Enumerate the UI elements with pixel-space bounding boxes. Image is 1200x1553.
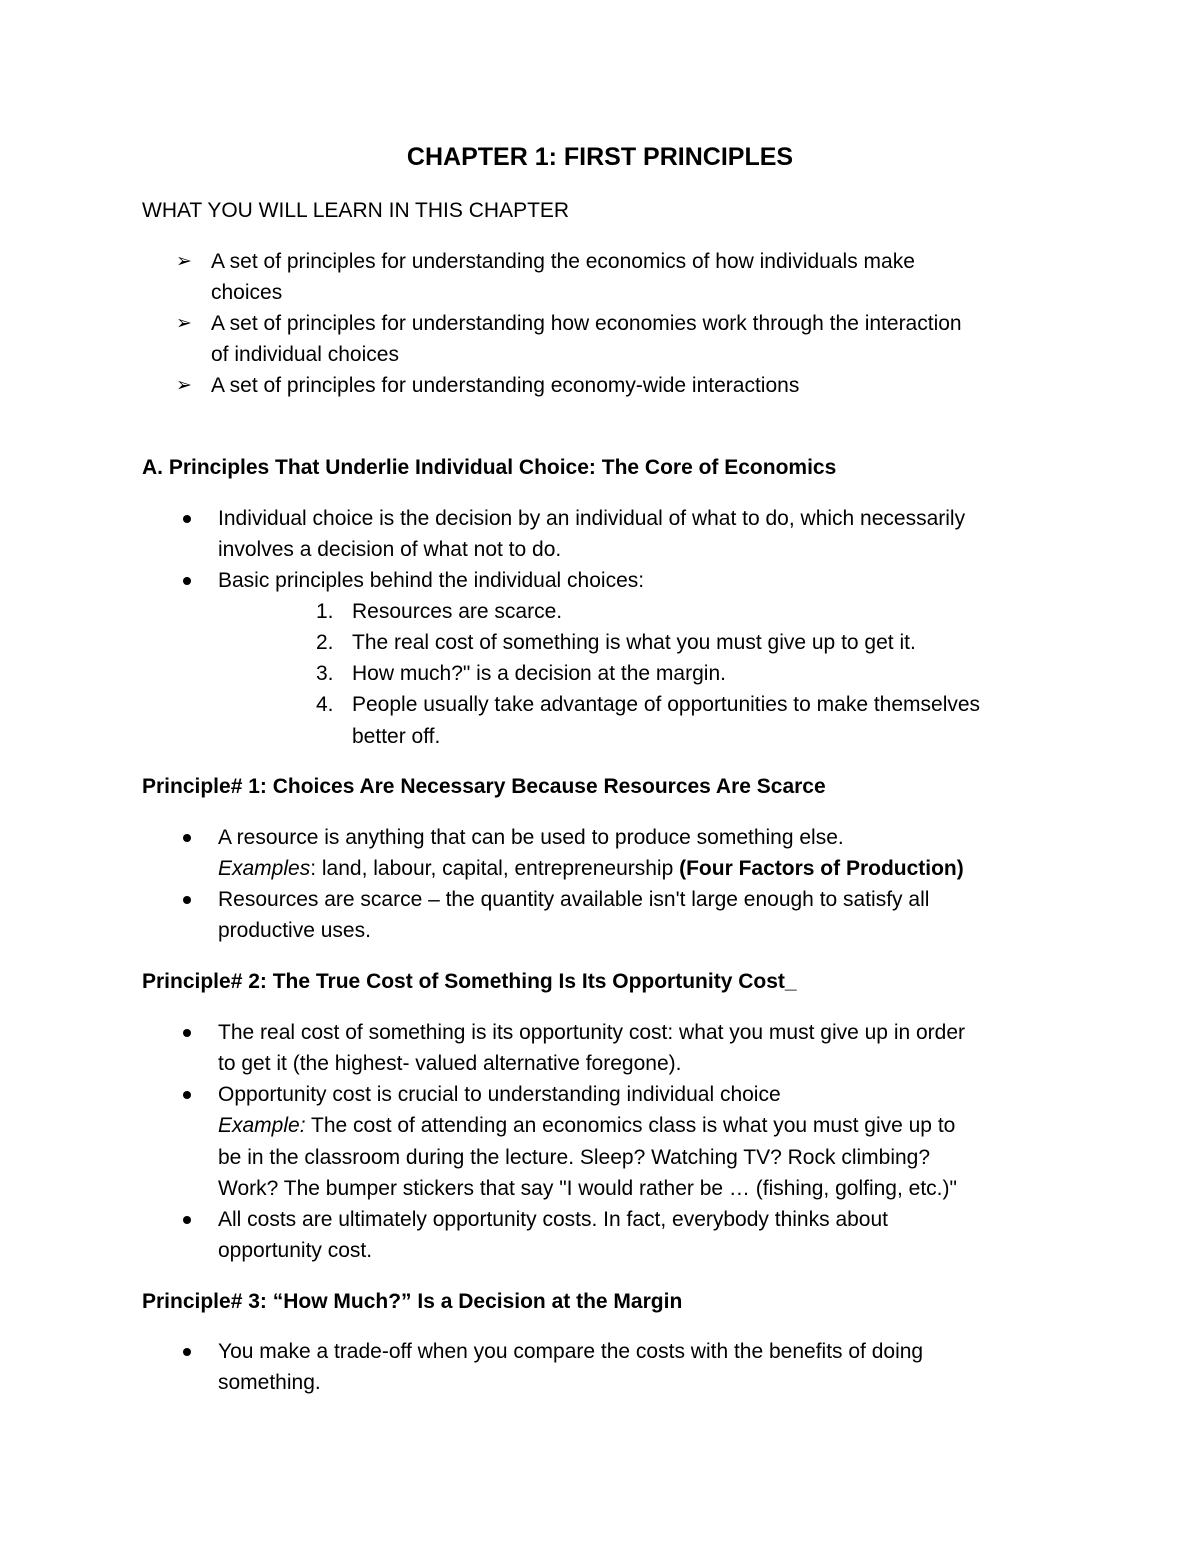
section-a-bullet-1-line2: involves a decision of what not to do. — [218, 538, 562, 561]
arrow-bullet-icon: ➢ — [176, 313, 192, 334]
learn-item-1-line1: A set of principles for understanding the economics of how individuals make — [211, 250, 915, 273]
learn-item-1-line2: choices — [211, 281, 283, 304]
learn-item-2-line2: of individual choices — [211, 343, 399, 366]
list-number: 2. — [316, 631, 334, 654]
bullet-icon — [183, 834, 191, 842]
bullet-icon — [183, 896, 191, 904]
bullet-icon — [183, 515, 191, 523]
examples-label: Examples — [218, 857, 311, 880]
learn-heading-text: WHAT YOU WILL LEARN IN THIS CHAPTER — [142, 199, 570, 222]
bullet-icon — [183, 1091, 191, 1099]
principle-1-examples-line — [218, 854, 964, 884]
list-number: 3. — [316, 662, 334, 685]
four-factors-label: (Four Factors of Production) — [679, 857, 964, 880]
page-title: CHAPTER 1: FIRST PRINCIPLES — [406, 143, 794, 171]
example-label: Example: — [218, 1114, 306, 1137]
principle-2-heading: Principle# 2: The True Cost of Something Is Its Opportunity Cost_ — [142, 970, 797, 993]
list-number: 4. — [316, 693, 334, 716]
principle-2-bullet-2-line4: Work? The bumper stickers that say "I would rather be … (fishing, golfing, etc.)" — [218, 1177, 957, 1200]
bullet-icon — [183, 1216, 191, 1224]
principle-1-bullet-2-line1: Resources are scarce – the quantity available isn't large enough to satisfy all — [218, 888, 930, 911]
principle-2-bullet-3-line1: All costs are ultimately opportunity costs. In fact, everybody thinks about — [218, 1208, 888, 1231]
principle-1-heading: Principle# 1: Choices Are Necessary Because Resources Are Scarce — [142, 775, 826, 798]
list-item: Resources are scarce. — [352, 600, 563, 623]
principle-1-bullet-2-line2: productive uses. — [218, 919, 371, 942]
bullet-icon — [183, 1029, 191, 1037]
principle-2-bullet-2-line1: Opportunity cost is crucial to understanding individual choice — [218, 1083, 781, 1106]
arrow-bullet-icon: ➢ — [176, 251, 192, 272]
bullet-icon — [183, 1348, 191, 1356]
examples-text: : land, labour, capital, entrepreneurship — [310, 857, 680, 880]
section-a-bullet-1-line1: Individual choice is the decision by an individual of what to do, which necessarily — [218, 507, 966, 530]
section-a-bullet-2: Basic principles behind the individual choices: — [218, 569, 645, 592]
list-item: How much?" is a decision at the margin. — [352, 662, 726, 685]
section-a-heading: A. Principles That Underlie Individual Choice: The Core of Economics — [142, 456, 837, 479]
principle-3-bullet-1-line1: You make a trade-off when you compare the costs with the benefits of doing — [218, 1340, 924, 1363]
principle-2-bullet-2-line3: be in the classroom during the lecture. Sleep? Watching TV? Rock climbing? — [218, 1146, 931, 1169]
principle-2-bullet-1-line1: The real cost of something is its opportunity cost: what you must give up in order — [218, 1021, 966, 1044]
principle-2-example-line — [218, 1111, 955, 1141]
list-item: People usually take advantage of opportunities to make themselves — [352, 693, 981, 716]
principle-3-heading: Principle# 3: “How Much?” Is a Decision at the Margin — [142, 1290, 683, 1313]
principle-3-bullet-1-line2: something. — [218, 1371, 321, 1394]
list-item: The real cost of something is what you must give up to get it. — [352, 631, 916, 654]
principle-2-bullet-3-line2: opportunity cost. — [218, 1239, 373, 1262]
learn-item-3-line1: A set of principles for understanding economy-wide interactions — [211, 374, 800, 397]
learn-item-2-line1: A set of principles for understanding how economies work through the interaction — [211, 312, 962, 335]
bullet-icon — [183, 577, 191, 585]
principle-2-bullet-1-line2: to get it (the highest- valued alternative foregone). — [218, 1052, 682, 1075]
list-number: 1. — [316, 600, 334, 623]
example-text: The cost of attending an economics class is what you must give up to — [305, 1114, 956, 1137]
principle-1-bullet-1-line1: A resource is anything that can be used to produce something else. — [218, 826, 844, 849]
list-item-continuation: better off. — [352, 725, 441, 748]
arrow-bullet-icon: ➢ — [176, 375, 192, 396]
learn-heading — [142, 196, 569, 226]
